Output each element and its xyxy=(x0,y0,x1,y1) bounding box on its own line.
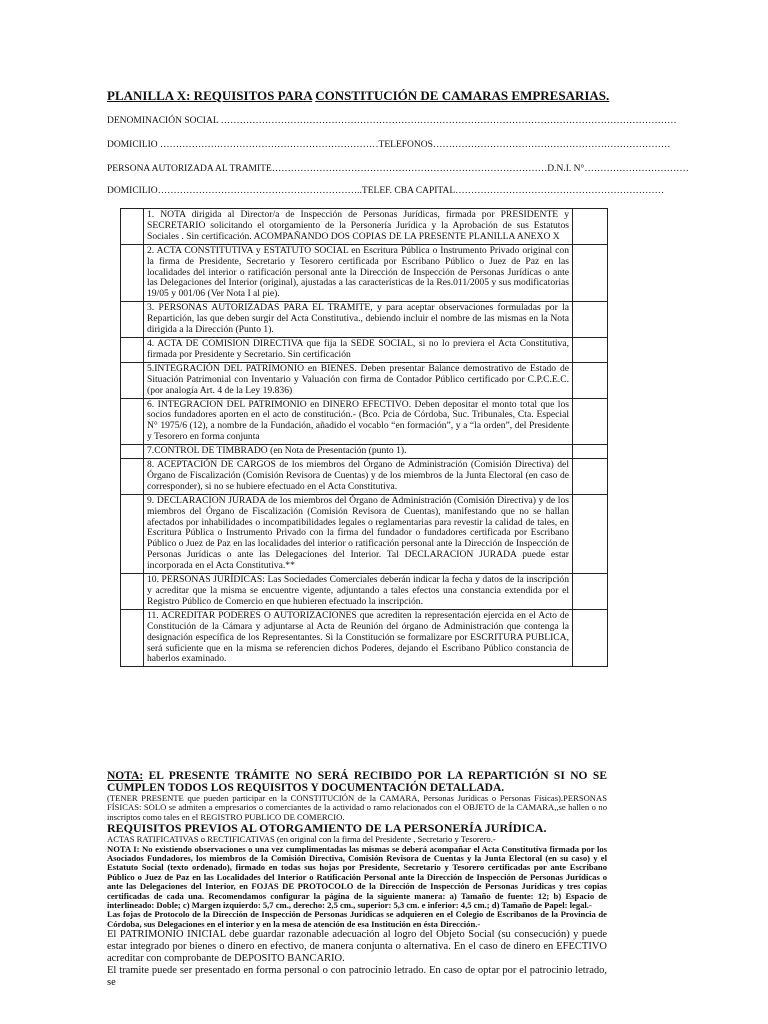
requirements-table xyxy=(120,208,608,667)
requirement-text: 10. PERSONAS JURÍDICAS: Las Sociedades Comerciales deberán indicar la fecha y datos de la inscripción y acreditar que la misma se encuentre vigente, adjuntando a tales efectos una constancia extendida por el Registro Público de Comercio en que hubieren efectuado la inscripción. xyxy=(144,574,573,610)
checkbox-cell[interactable] xyxy=(573,609,608,667)
requirement-text: 11. ACREDITAR PODERES O AUTORIZACIONES que acrediten la representación ejercida en el Acto de Constitución de la Cámara y adjuntarse al Acta de Reunión del órgano de Administración que contenga la designación específica de los Representantes. Si la Constitución se formalizare por ESCRITURA PUBLICA, será suficiente que en la misma se referencien dichos Poderes, dejando el Escribano Público constancia de haberlos examinado. xyxy=(144,609,573,667)
checkbox-cell[interactable] xyxy=(573,302,608,338)
row-number-cell xyxy=(121,459,144,495)
requirement-row xyxy=(121,494,608,573)
requirement-row xyxy=(121,459,608,495)
tramite-note: El tramite puede ser presentado en forma personal o con patrocinio letrado. En caso de optar por el patrocinio letrado, se xyxy=(107,965,607,989)
nota-label: NOTA: xyxy=(107,770,144,782)
row-number-cell xyxy=(121,494,144,573)
denominacion-social-field: DENOMINACIÓN SOCIAL ……………………………………………………………………………………………………………………………… xyxy=(107,116,677,126)
row-number-cell xyxy=(121,574,144,610)
requisitos-previos-heading: REQUISITOS PREVIOS AL OTORGAMIENTO DE LA PERSONERÍA JURÍDICA. xyxy=(107,821,547,836)
checkbox-cell[interactable] xyxy=(573,445,608,459)
domicilio-telefonos-field: DOMICILIO ……………………………………………………………TELEFONOS………………………………………………………………… xyxy=(107,140,671,150)
requirement-row xyxy=(121,337,608,362)
requirement-row xyxy=(121,209,608,245)
requirement-text: 2. ACTA CONSTITUTIVA y ESTATUTO SOCIAL en Escritura Pública o Instrumento Privado original con la firma de Presidente, Secretario y Tesorero certificada por Escribano Público o Juez de Paz en las localidades del interior o ratificación personal ante la Dirección de Inspección de Personas Jurídicas o ante las Delegaciones del Interior (original), ajustadas a las características de la Res.011/2005 y sus modificatorias 19/05 y 001/06 (Ver Nota I al pie). xyxy=(144,244,573,302)
requirement-row xyxy=(121,574,608,610)
nota-heading xyxy=(107,771,607,794)
row-number-cell xyxy=(121,445,144,459)
requirement-text: 6. INTEGRACION DEL PATRIMONIO en DINERO EFECTIVO. Deben depositar el monto total que los socios fundadores aporten en el acto de constitución.- (Bco. Pcia de Córdoba, Suc. Tribunales, Cta. Especial N° 1975/6 (12), a nombre de la Fundación, añadido el vocablo “en formación”, y a “la orden”, del Presidente y Tesorero en forma conjunta xyxy=(144,398,573,445)
row-number-cell xyxy=(121,609,144,667)
notes-section xyxy=(107,771,607,989)
row-number-cell xyxy=(121,362,144,398)
domicilio-telef-field: DOMICILIO………………………………………………………..TELEF. CBA CAPITAL………………………………………………………… xyxy=(107,186,665,196)
requirement-row xyxy=(121,244,608,302)
row-number-cell xyxy=(121,302,144,338)
checkbox-cell[interactable] xyxy=(573,574,608,610)
nota-i-note: NOTA I: No existiendo observaciones o una vez cumplimentadas las mismas se deberá acompañar el Acta Constitutiva firmada por los Asociados Fundadores, los miembros de la Comisión Directiva, Comisión Revisora de Cuentas y la Junta Electoral (en su caso) y el Estatuto Social (texto ordenado), firmado en todas sus hojas por Presidente, Secretario y Tesorero certificadas por ante Escribano Público o Juez de Paz en las Localidades del Interior o Ratificación Personal ante la Dirección de Inspección de Personas Jurídicas o ante las Delegaciones del Interior, en FOJAS DE PROTOCOLO de la Dirección de Inspección de Personas Jurídicas y tres copias certificadas de cada una. Recomendamos configurar la página de la siguiente manera: a) Tamaño de fuente: 12; b) Espacio de interlineado: Doble; c) Margen izquierdo: 5,7 cm., derecho: 2,5 cm., superior: 5,3 cm. e inferior: 4,5 cm.; d) Tamaño de Papel: legal.- xyxy=(107,843,607,911)
persona-autorizada-field: PERSONA AUTORIZADA AL TRAMITE……………………………………………………………………………D.N.I. N°…………………………… xyxy=(107,164,689,174)
requirement-text: 3. PERSONAS AUTORIZADAS PARA EL TRAMITE, y para aceptar observaciones formuladas por la Repartición, las que deben surgir del Acta Constitutiva., debiendo incluir el nombre de las mismas en la Nota dirigida a la Dirección (Punto 1). xyxy=(144,302,573,338)
requirement-row xyxy=(121,445,608,459)
checkbox-cell[interactable] xyxy=(573,494,608,573)
requirement-row xyxy=(121,302,608,338)
row-number-cell xyxy=(121,244,144,302)
requirement-row xyxy=(121,609,608,667)
requirement-row xyxy=(121,362,608,398)
requirement-text: 9. DECLARACION JURADA de los miembros del Órgano de Administración (Comisión Directiva) y de los miembros del Órgano de Fiscalización (Comisión Revisora de Cuentas), manifestando que no se hallan afectados por inhabilidades o incompatibilidades legales o reglamentarias para revestir la calidad de tales, en Escritura Pública o Instrumento Privado con la firma del fundador o fundadores certificada por Escribano Público o Juez de Paz en las localidades del interior o ratificación personal ante la Dirección de Inspección de Personas Jurídicas o ante las Delegaciones del Interior. Tal DECLARACION JURADA puede estar incorporada en el Acta Constitutiva.** xyxy=(144,494,573,573)
requirement-row xyxy=(121,398,608,445)
checkbox-cell[interactable] xyxy=(573,459,608,495)
checkbox-cell[interactable] xyxy=(573,398,608,445)
nota-text: EL PRESENTE TRÁMITE NO SERÁ RECIBIDO POR LA REPARTICIÓN SI NO SE CUMPLEN TODOS LOS REQUISITOS Y DOCUMENTACIÓN DETALLADA. xyxy=(107,770,607,794)
actas-note: ACTAS RATIFICATIVAS o RECTIFICATIVAS (en original con la firma del Presidente , Secretario y Tesorero.- xyxy=(107,834,496,845)
page-title xyxy=(107,88,609,104)
requirement-text: 8. ACEPTACIÓN DE CARGOS de los miembros del Órgano de Administración (Comisión Directiva) del Órgano de Fiscalización (Comisión Revisora de Cuentas) y de los miembros de la Junta Electoral (en caso de corresponder), si no se hubiere efectuado en el Acta Constitutiva. xyxy=(144,459,573,495)
tener-presente-note: (TENER PRESENTE que pueden participar en la CONSTITUCIÓN de la CAMARA, Personas Jurídicas o Personas Físicas).PERSONAS FÍSICAS: SOLO se admiten a empresarios o comerciantes de la actividad o ramo relacionados con el OBJETO de la CAMARA,,se hallen o no inscriptos como tales en el REGISTRO PUBLICO DE COMERCIO. xyxy=(107,793,607,822)
checkbox-cell[interactable] xyxy=(573,337,608,362)
row-number-cell xyxy=(121,337,144,362)
requirement-text: 1. NOTA dirigida al Director/a de Inspección de Personas Jurídicas, firmada por PRESIDENTE y SECRETARIO solicitando el otorgamiento de la Personería Jurídica y la Aprobación de sus Estatutos Sociales . Sin certificación. ACOMPAÑANDO DOS COPIAS DE LA PRESENTE PLANILLA ANEXO X xyxy=(144,209,573,245)
checkbox-cell[interactable] xyxy=(573,209,608,245)
patrimonio-note: El PATRIMONIO INICIAL debe guardar razonable adecuación al logro del Objeto Social (su consecución) y puede estar integrado por bienes o dinero en efectivo, de manera conjunta o alternativa. En el caso de dinero en EFECTIVO acreditar con comprobante de DEPOSITO BANCARIO. xyxy=(107,929,607,965)
row-number-cell xyxy=(121,398,144,445)
title-part-1: PLANILLA X: REQUISITOS PARA xyxy=(107,88,313,103)
checkbox-cell[interactable] xyxy=(573,362,608,398)
fojas-note: Las fojas de Protocolo de la Dirección de Inspección de Personas Jurídicas se adquieren en el Colegio de Escribanos de la Provincia de Córdoba, sus Delegaciones en el interior y en la mesa de atención de esa Institución en ésta Dirección.- xyxy=(107,909,607,929)
title-part-2: CONSTITUCIÓN DE CAMARAS EMPRESARIAS. xyxy=(315,88,610,103)
requirement-text: 5.INTEGRACIÓN DEL PATRIMONIO en BIENES. Deben presentar Balance demostrativo de Estado de Situación Patrimonial con Inventario y Valuación con firma de Contador Público certificado por C.P.C.E.C. (por analogía Art. 4 de la Ley 19.836) xyxy=(144,362,573,398)
row-number-cell xyxy=(121,209,144,245)
requirement-text: 7.CONTROL DE TIMBRADO (en Nota de Presentación (punto 1). xyxy=(144,445,573,459)
checkbox-cell[interactable] xyxy=(573,244,608,302)
requirement-text: 4. ACTA DE COMISION DIRECTIVA que fija la SEDE SOCIAL, si no lo previera el Acta Constitutiva, firmada por Presidente y Secretario. Sin certificación xyxy=(144,337,573,362)
